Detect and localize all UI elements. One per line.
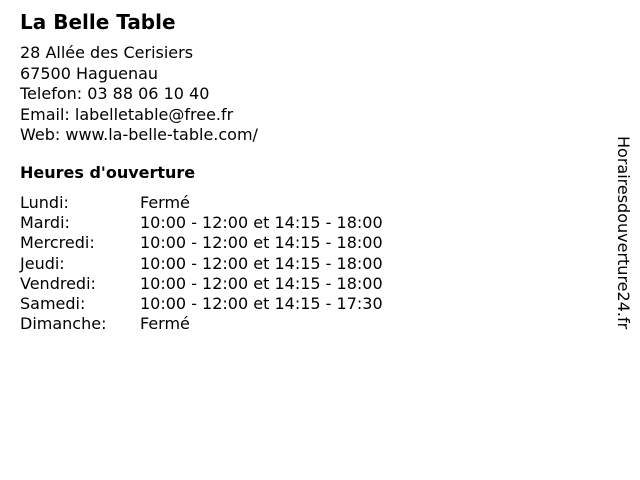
phone-line: Telefon: 03 88 06 10 40 xyxy=(20,84,210,103)
day-label: Lundi: xyxy=(20,193,69,212)
hours-row-wednesday xyxy=(20,233,383,253)
day-label: Samedi: xyxy=(20,294,86,314)
hours-row-sunday xyxy=(20,314,383,334)
address-city: 67500 Haguenau xyxy=(20,63,159,83)
hours-row-thursday xyxy=(20,254,383,274)
opening-hours-table xyxy=(20,193,383,334)
hours-row-saturday xyxy=(20,294,383,314)
hours-row-monday xyxy=(20,193,383,213)
day-label: Mercredi: xyxy=(20,233,95,253)
day-hours: Fermé xyxy=(140,314,190,334)
day-hours: 10:00 - 12:00 et 14:15 - 17:30 xyxy=(140,294,383,314)
hours-row-tuesday xyxy=(20,213,383,233)
email-line: Email: labelletable@free.fr xyxy=(20,104,234,124)
hours-row-friday xyxy=(20,274,383,294)
site-brand-vertical: Horairesdouverture24.fr xyxy=(614,136,633,330)
day-label: Dimanche: xyxy=(20,314,107,334)
day-label: Mardi: xyxy=(20,213,70,233)
web-line: Web: www.la-belle-table.com/ xyxy=(20,125,258,144)
day-hours: 10:00 - 12:00 et 14:15 - 18:00 xyxy=(140,213,383,233)
address-street: 28 Allée des Cerisiers xyxy=(20,43,194,62)
day-hours: 10:00 - 12:00 et 14:15 - 18:00 xyxy=(140,233,383,253)
day-hours: 10:00 - 12:00 et 14:15 - 18:00 xyxy=(140,253,383,273)
address-block xyxy=(20,43,258,146)
business-name: La Belle Table xyxy=(20,10,176,34)
day-hours: Fermé xyxy=(140,193,190,212)
day-label: Jeudi: xyxy=(20,253,65,273)
day-hours: 10:00 - 12:00 et 14:15 - 18:00 xyxy=(140,273,383,293)
opening-hours-heading: Heures d'ouverture xyxy=(20,163,196,182)
day-label: Vendredi: xyxy=(20,273,96,293)
